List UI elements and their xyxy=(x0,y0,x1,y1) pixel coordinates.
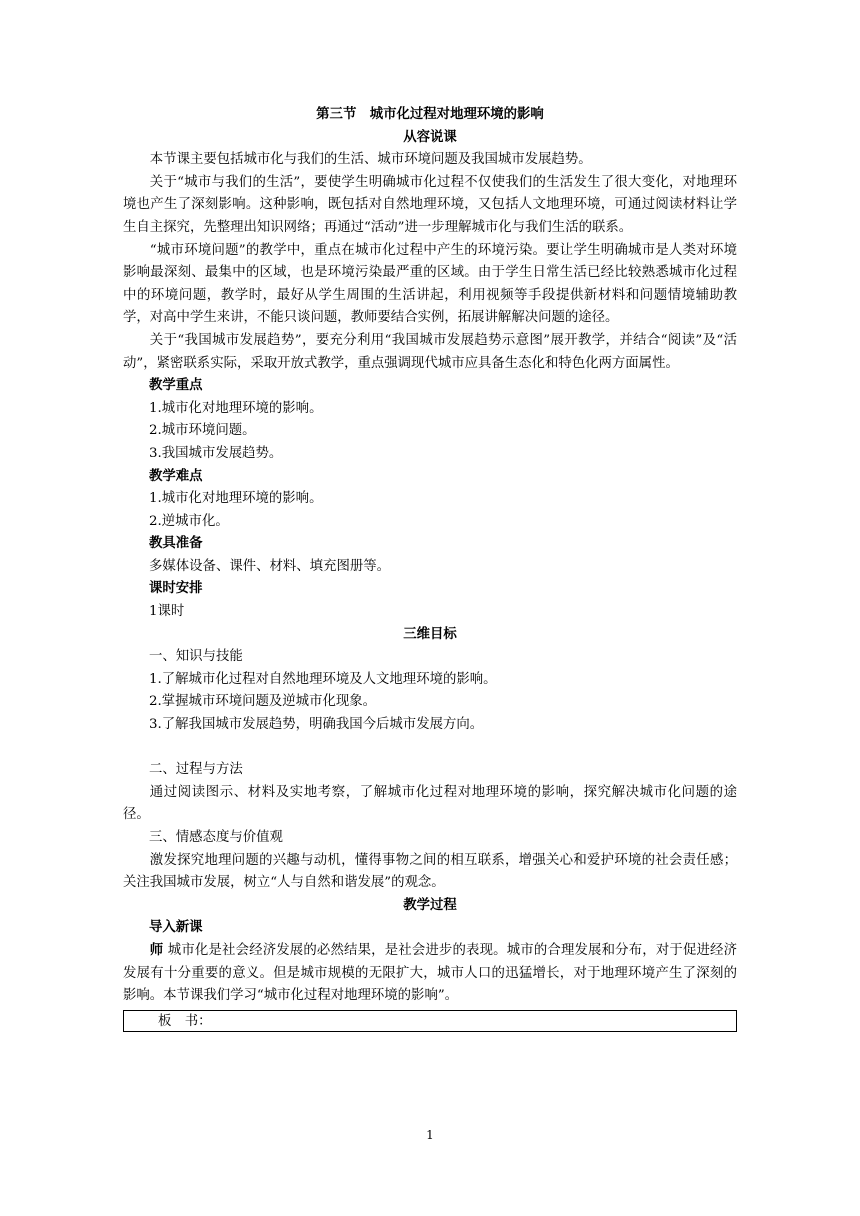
key-point-item: 1.城市化对地理环境的影响。 xyxy=(149,400,323,416)
page-title: 第三节 城市化过程对地理环境的影响 xyxy=(316,107,544,122)
document-body xyxy=(123,104,737,1032)
blackboard-box xyxy=(123,1010,737,1032)
knowledge-item: 2.掌握城市环境问题及逆城市化现象。 xyxy=(149,694,377,710)
intro-paragraph-2: 关于“城市与我们的生活”，要使学生明确城市化过程不仅使我们的生活发生了很大变化，对地理环境也产生了深刻影响。这种影响，既包括对自然地理环境，又包括人文地理环境，可通过阅读材料让学生自主探究，先整理出知识网络；再通过“活动”进一步理解城市化与我们生活的联系。 xyxy=(123,174,737,235)
process-text: 通过阅读图示、材料及实地考察，了解城市化过程对地理环境的影响，探究解决城市化问题的途径。 xyxy=(123,784,737,823)
page-number: 1 xyxy=(426,1128,434,1142)
intro-paragraph-3: “城市环境问题”的教学中，重点在城市化过程中产生的环境污染。要让学生明确城市是人类对环境影响最深刻、最集中的区域，也是环境污染最严重的区域。由于学生日常生活已经比较熟悉城市化过程中的环境问题，教学时，最好从学生周围的生活讲起，利用视频等手段提供新材料和问题情境辅助教学，对高中学生来讲，不能只谈问题，教师要结合实例，拓展讲解解决问题的途径。 xyxy=(123,242,737,326)
intro-paragraph-4: 关于“我国城市发展趋势”，要充分利用“我国城市发展趋势示意图”展开教学，并结合“阅读”及“活动”，紧密联系实际，采取开放式教学，重点强调现代城市应具备生态化和特色化两方面属性。 xyxy=(123,332,737,371)
tools-text: 多媒体设备、课件、材料、填充图册等。 xyxy=(149,558,391,574)
attitude-heading: 三、情感态度与价值观 xyxy=(149,830,283,845)
attitude-text: 激发探究地理问题的兴趣与动机，懂得事物之间的相互联系，增强关心和爱护环境的社会责任感；关注我国城市发展，树立“人与自然和谐发展”的观念。 xyxy=(123,852,737,891)
board-label: 板 书： xyxy=(158,1013,212,1029)
spacer xyxy=(123,737,737,760)
difficulty-item: 2.逆城市化。 xyxy=(149,513,229,529)
knowledge-heading: 一、知识与技能 xyxy=(149,649,243,665)
key-point-item: 2.城市环境问题。 xyxy=(149,423,256,439)
key-point-item: 3.我国城市发展趋势。 xyxy=(149,445,283,461)
intro-lesson-heading: 导入新课 xyxy=(149,920,203,936)
difficulties-heading: 教学难点 xyxy=(149,468,203,484)
teaching-process-heading: 教学过程 xyxy=(403,897,457,913)
knowledge-item: 1.了解城市化过程对自然地理环境及人文地理环境的影响。 xyxy=(149,671,497,687)
knowledge-item: 3.了解我国城市发展趋势，明确我国今后城市发展方向。 xyxy=(149,717,484,733)
process-heading: 二、过程与方法 xyxy=(149,762,243,778)
difficulty-item: 1.城市化对地理环境的影响。 xyxy=(149,491,323,507)
teacher-text: 城市化是社会经济发展的必然结果，是社会进步的表现。城市的合理发展和分布，对于促进经济发展有十分重要的意义。但是城市规模的无限扩大，城市人口的迅猛增长，对于地理环境产生了深刻的影响。本节课我们学习“城市化过程对地理环境的影响”。 xyxy=(123,942,738,1004)
schedule-heading: 课时安排 xyxy=(149,581,203,597)
intro-paragraph-1: 本节课主要包括城市化与我们的生活、城市环境问题及我国城市发展趋势。 xyxy=(149,152,592,168)
key-points-heading: 教学重点 xyxy=(149,378,203,394)
goals-heading: 三维目标 xyxy=(403,626,457,642)
teacher-speech xyxy=(123,940,737,1008)
teacher-label: 师 xyxy=(149,942,164,958)
section-subtitle: 从容说课 xyxy=(403,129,457,145)
tools-heading: 教具准备 xyxy=(149,536,203,552)
schedule-text: 1课时 xyxy=(149,604,185,620)
